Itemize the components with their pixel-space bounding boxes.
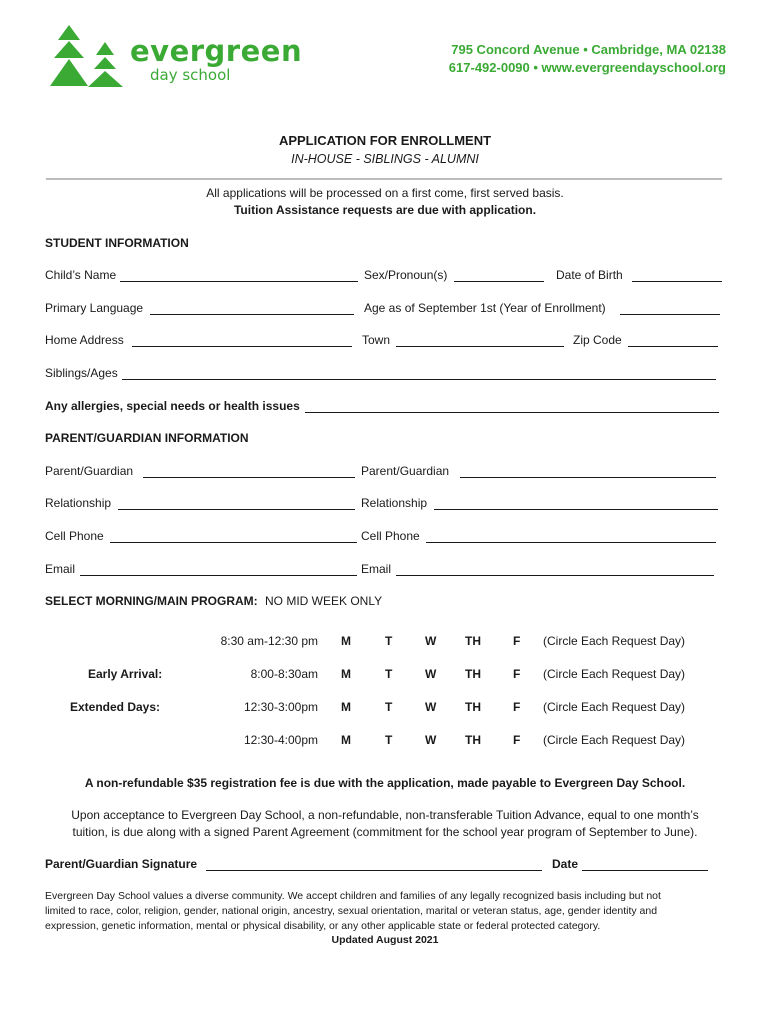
schedule-row-4-day-f[interactable]: F <box>513 733 521 747</box>
schedule-row-3-day-f[interactable]: F <box>513 700 521 714</box>
childs-name-label: Child’s Name <box>45 268 117 282</box>
schedule-row-4-day-t[interactable]: T <box>385 733 393 747</box>
extended-days-label: Extended Days: <box>70 700 161 714</box>
page-title: APPLICATION FOR ENROLLMENT <box>278 133 492 148</box>
email-2-field[interactable] <box>396 575 714 576</box>
schedule-row-1-day-w[interactable]: W <box>425 634 437 648</box>
tree-logo-icon <box>48 24 126 90</box>
home-address-label: Home Address <box>45 333 124 347</box>
schedule-row-2-day-th[interactable]: TH <box>465 667 481 681</box>
schedule-row-1-day-t[interactable]: T <box>385 634 393 648</box>
age-september-label: Age as of September 1st (Year of Enrollment) <box>364 301 606 315</box>
schedule-row-3-time: 12:30-3:00pm <box>243 700 318 714</box>
schedule-row-1-time: 8:30 am-12:30 pm <box>220 634 318 648</box>
intro-text: All applications will be processed on a first come, first served basis. <box>206 186 564 200</box>
parent-info-heading: PARENT/GUARDIAN INFORMATION <box>45 431 249 445</box>
program-note: NO MID WEEK ONLY <box>265 594 383 608</box>
schedule-row-4-day-th[interactable]: TH <box>465 733 481 747</box>
parent-guardian-2-field[interactable] <box>460 477 716 478</box>
allergies-label: Any allergies, special needs or health issues <box>45 399 300 413</box>
schedule-row-2-day-w[interactable]: W <box>425 667 437 681</box>
student-info-heading: STUDENT INFORMATION <box>45 236 189 250</box>
schedule-row-1-day-f[interactable]: F <box>513 634 521 648</box>
schedule-row-3-day-t[interactable]: T <box>385 700 393 714</box>
schedule-row-2-time: 8:00-8:30am <box>250 667 318 681</box>
cell-phone-2-field[interactable] <box>426 542 716 543</box>
tuition-advance-line-2: tuition, is due along with a signed Parent Agreement (commitment for the school year program of September to June). <box>72 825 698 839</box>
schedule-row-4-note: (Circle Each Request Day) <box>543 733 686 747</box>
tuition-assistance-note: Tuition Assistance requests are due with application. <box>233 203 537 217</box>
schedule-row-2-day-f[interactable]: F <box>513 667 521 681</box>
siblings-ages-label: Siblings/Ages <box>45 366 118 380</box>
cell-phone-1-label: Cell Phone <box>45 529 104 543</box>
relationship-1-field[interactable] <box>118 509 355 510</box>
cell-phone-2-label: Cell Phone <box>361 529 420 543</box>
zip-code-field[interactable] <box>628 346 718 347</box>
sex-pronoun-field[interactable] <box>454 281 544 282</box>
logo-wordmark: evergreen <box>130 34 303 68</box>
schedule-row-2-day-t[interactable]: T <box>385 667 393 681</box>
early-arrival-label: Early Arrival: <box>88 667 163 681</box>
schedule-row-1-day-m[interactable]: M <box>341 634 351 648</box>
parent-guardian-2-label: Parent/Guardian <box>361 464 450 478</box>
town-field[interactable] <box>396 346 564 347</box>
signature-date-field[interactable] <box>582 870 708 871</box>
home-address-field[interactable] <box>132 346 352 347</box>
relationship-1-label: Relationship <box>45 496 112 510</box>
page-subtitle: IN-HOUSE - SIBLINGS - ALUMNI <box>291 152 479 166</box>
schedule-row-4-time: 12:30-4:00pm <box>243 733 318 747</box>
schedule-row-4-day-w[interactable]: W <box>425 733 437 747</box>
tuition-advance-line-1: Upon acceptance to Evergreen Day School, a non-refundable, non-transferable Tuition Advance, equal to one month’s <box>71 808 699 822</box>
parent-guardian-1-label: Parent/Guardian <box>45 464 134 478</box>
relationship-2-label: Relationship <box>361 496 428 510</box>
program-heading: SELECT MORNING/MAIN PROGRAM: <box>45 594 258 608</box>
email-1-field[interactable] <box>80 575 357 576</box>
allergies-field[interactable] <box>305 412 719 413</box>
schedule-row-3-day-m[interactable]: M <box>341 700 351 714</box>
schedule-row-1-note: (Circle Each Request Day) <box>543 634 686 648</box>
title-divider <box>46 178 722 180</box>
schedule-row-4-day-m[interactable]: M <box>341 733 351 747</box>
date-of-birth-label: Date of Birth <box>556 268 623 282</box>
schedule-row-3-day-th[interactable]: TH <box>465 700 481 714</box>
relationship-2-field[interactable] <box>434 509 718 510</box>
logo-subtitle: day school <box>150 66 231 84</box>
town-label: Town <box>362 333 391 347</box>
schedule-row-3-note: (Circle Each Request Day) <box>543 700 686 714</box>
cell-phone-1-field[interactable] <box>110 542 357 543</box>
siblings-ages-field[interactable] <box>122 379 716 380</box>
nondiscrimination-line-3: expression, genetic information, mental or physical disability, or any other applicable state or federal protected category. <box>45 920 601 932</box>
signature-label: Parent/Guardian Signature <box>45 857 198 871</box>
nondiscrimination-line-2: limited to race, color, religion, gender, national origin, ancestry, sexual orientation, marital or veteran status, age, gender identity and <box>45 905 658 917</box>
email-2-label: Email <box>361 562 392 576</box>
sex-pronoun-label: Sex/Pronoun(s) <box>364 268 448 282</box>
date-of-birth-field[interactable] <box>632 281 722 282</box>
parent-guardian-1-field[interactable] <box>143 477 355 478</box>
schedule-row-2-note: (Circle Each Request Day) <box>543 667 686 681</box>
email-1-label: Email <box>45 562 76 576</box>
schedule-row-1-day-th[interactable]: TH <box>465 634 481 648</box>
nondiscrimination-line-1: Evergreen Day School values a diverse community. We accept children and families of any legally recognized basis including but not <box>45 890 661 902</box>
signature-field[interactable] <box>206 870 542 871</box>
age-september-field[interactable] <box>620 314 720 315</box>
primary-language-label: Primary Language <box>45 301 144 315</box>
updated-date: Updated August 2021 <box>331 934 439 946</box>
registration-fee-note: A non-refundable $35 registration fee is due with the application, made payable to Evergreen Day School. <box>84 776 686 790</box>
schedule-row-2-day-m[interactable]: M <box>341 667 351 681</box>
schedule-row-3-day-w[interactable]: W <box>425 700 437 714</box>
signature-date-label: Date <box>552 857 579 871</box>
primary-language-field[interactable] <box>150 314 354 315</box>
school-address: 795 Concord Avenue • Cambridge, MA 02138 <box>451 42 726 57</box>
zip-code-label: Zip Code <box>573 333 622 347</box>
childs-name-field[interactable] <box>120 281 358 282</box>
school-contact: 617-492-0090 • www.evergreendayschool.org <box>448 60 726 75</box>
